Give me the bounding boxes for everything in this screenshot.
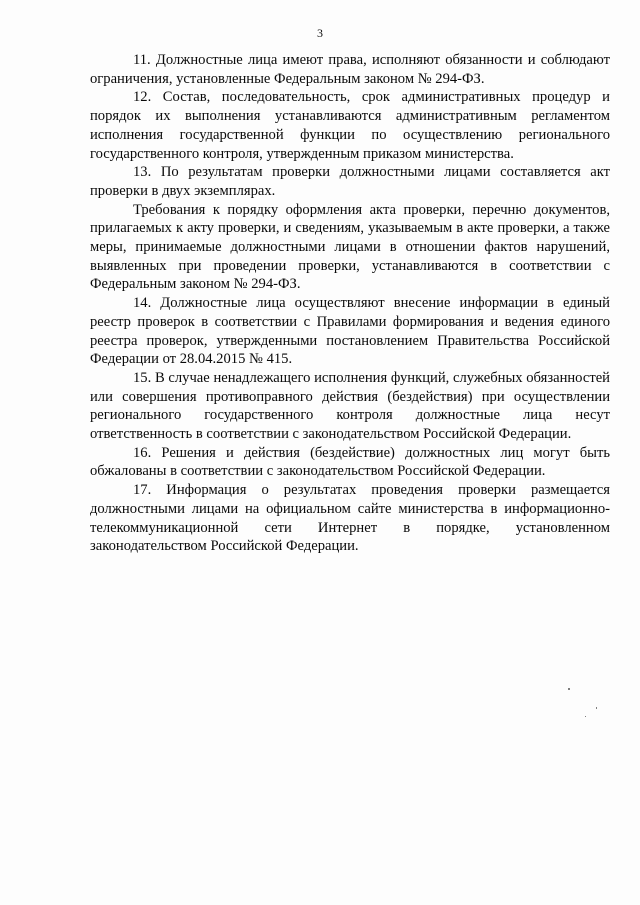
- paragraph-17: 17. Информация о результатах проведения проверки размещается должностными лицами на официальном сайте министерства в информационно-телекоммуникационной сети Интернет в порядке, установленном законодательством Российской Федерации.: [90, 482, 610, 555]
- paragraph-14: 14. Должностные лица осуществляют внесение информации в единый реестр проверок в соответствии с Правилами формирования и ведения единого реестра проверок, утвержденными постановлением Правительства Российской Федерации от 28.04.2015 № 415.: [90, 295, 610, 368]
- scan-speck: [596, 707, 597, 709]
- scan-speck: [568, 688, 570, 690]
- paragraph-13-requirements: Требования к порядку оформления акта проверки, перечню документов, прилагаемых к акту проверки, и сведениям, указываемым в акте проверки, а также меры, принимаемые должностными лицами в отношении фактов нарушений, выявленных при проведении проверки, устанавливаются в соответствии с Федеральным законом № 294-ФЗ.: [90, 201, 610, 293]
- paragraph-13: 13. По результатам проверки должностными лицами составляется акт проверки в двух экземплярах.: [90, 164, 610, 199]
- page-number: 3: [317, 26, 323, 40]
- paragraph-11: 11. Должностные лица имеют права, исполняют обязанности и соблюдают ограничения, установленные Федеральным законом № 294-ФЗ.: [90, 52, 610, 87]
- paragraph-15: 15. В случае ненадлежащего исполнения функций, служебных обязанностей или совершения противоправного действия (бездействия) при осуществлении регионального государственного контроля должностные лица несут ответственность в соответствии с законодательством Российской Федерации.: [90, 369, 610, 443]
- paragraph-16: 16. Решения и действия (бездействие) должностных лиц могут быть обжалованы в соответствии с законодательством Российской Федерации.: [90, 444, 610, 480]
- scan-speck: [585, 716, 586, 717]
- paragraph-12: 12. Состав, последовательность, срок административных процедур и порядок их выполнения устанавливаются административным регламентом исполнения государственной функции по осуществлению регионального государственного контроля, утвержденным приказом министерства.: [90, 89, 610, 162]
- document-body: [90, 51, 610, 556]
